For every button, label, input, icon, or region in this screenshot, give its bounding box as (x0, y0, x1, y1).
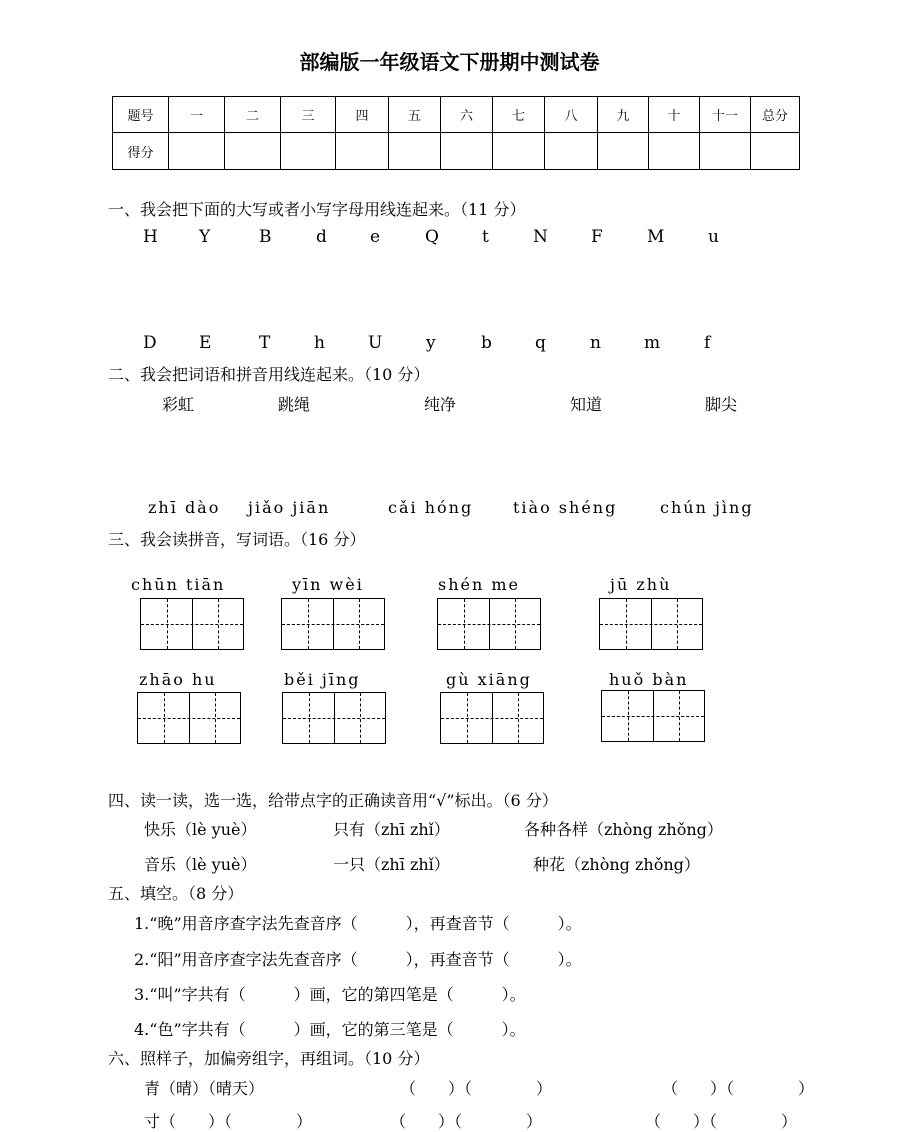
pinyin-prompt: shén me (438, 575, 521, 594)
score-cell[interactable] (281, 133, 336, 170)
score-header-cell: 十一 (700, 97, 751, 133)
letter-bottom: m (644, 333, 661, 353)
blank-pair: （ ）（ ） (662, 1079, 815, 1098)
score-table (112, 96, 800, 170)
score-cell[interactable] (169, 133, 225, 170)
score-header-cell: 题号 (113, 97, 169, 133)
reading-choice: 音乐（lè yuè） (144, 855, 257, 874)
letter-top: Y (199, 227, 211, 247)
writing-grid[interactable] (137, 692, 241, 744)
section3-heading: 三、我会读拼音，写词语。（16 分） (108, 530, 366, 549)
writing-grid[interactable] (140, 598, 244, 650)
writing-grid[interactable] (281, 598, 385, 650)
score-cell[interactable] (649, 133, 700, 170)
writing-grid[interactable] (599, 598, 703, 650)
letter-bottom: D (143, 333, 157, 353)
score-header-cell: 七 (493, 97, 545, 133)
score-header-cell: 八 (545, 97, 598, 133)
score-header-cell: 十 (649, 97, 700, 133)
score-table-score-row (113, 133, 800, 170)
letter-bottom: E (199, 333, 212, 353)
pinyin-item: jiǎo jiān (248, 498, 331, 517)
pinyin-prompt: gù xiāng (446, 670, 532, 689)
score-header-cell: 三 (281, 97, 336, 133)
letter-bottom: U (368, 333, 383, 353)
score-header-cell: 六 (441, 97, 493, 133)
word-item: 跳绳 (278, 395, 311, 414)
letter-top: Q (425, 227, 439, 247)
section5-heading: 五、填空。（8 分） (108, 884, 244, 903)
score-header-cell: 二 (225, 97, 281, 133)
letter-bottom: f (704, 333, 711, 353)
blank-pair: （ ）（ ） (400, 1079, 553, 1098)
pinyin-item: cǎi hóng (388, 498, 474, 517)
blank-pair: （ ）（ ） (645, 1112, 798, 1131)
blank-pair: （ ）（ ） (390, 1112, 543, 1131)
section1-heading: 一、我会把下面的大写或者小写字母用线连起来。（11 分） (108, 200, 526, 219)
page-title: 部编版一年级语文下册期中测试卷 (299, 50, 600, 74)
fill-item: 2.“阳”用音序查字法先查音序（ ），再查音节（ ）。 (134, 950, 582, 969)
writing-grid[interactable] (440, 692, 544, 744)
reading-choice: 快乐（lè yuè） (144, 820, 257, 839)
pinyin-item: zhī dào (148, 498, 221, 517)
writing-grid[interactable] (437, 598, 541, 650)
pinyin-prompt: běi jīng (284, 670, 361, 689)
fill-item: 3.“叫”字共有（ ）画，它的第四笔是（ ）。 (134, 985, 526, 1004)
letter-top: u (708, 227, 719, 247)
score-cell[interactable] (389, 133, 441, 170)
letter-top: F (591, 227, 603, 247)
pinyin-item: chún jìng (660, 498, 754, 517)
reading-choice: 只有（zhī zhǐ） (333, 820, 450, 839)
score-cell[interactable] (700, 133, 751, 170)
writing-grid[interactable] (282, 692, 386, 744)
word-item: 彩虹 (162, 395, 195, 414)
writing-grid[interactable] (601, 690, 705, 742)
letter-bottom: y (426, 333, 436, 353)
letter-top: M (647, 227, 665, 247)
score-header-cell: 四 (336, 97, 389, 133)
section4-heading: 四、读一读，选一选，给带点字的正确读音用“√”标出。（6 分） (108, 791, 558, 810)
pinyin-prompt: huǒ bàn (609, 670, 689, 689)
example-item: 青（晴）（晴天） (144, 1079, 265, 1098)
section2-heading: 二、我会把词语和拼音用线连起来。（10 分） (108, 365, 430, 384)
letter-top: e (370, 227, 381, 247)
score-header-cell: 一 (169, 97, 225, 133)
exercise-item: 寸（ ）（ ） (144, 1112, 313, 1131)
letter-top: t (482, 227, 489, 247)
letter-bottom: T (259, 333, 271, 353)
letter-bottom: b (481, 333, 492, 353)
score-cell[interactable] (493, 133, 545, 170)
pinyin-prompt: jū zhù (610, 575, 672, 594)
score-cell[interactable] (598, 133, 649, 170)
score-table-header-row (113, 97, 800, 133)
letter-top: N (533, 227, 548, 247)
reading-choice: 种花（zhòng zhǒng） (533, 855, 700, 874)
fill-item: 1.“晚”用音序查字法先查音序（ ），再查音节（ ）。 (134, 914, 582, 933)
score-cell[interactable] (751, 133, 800, 170)
letter-bottom: q (535, 333, 546, 353)
word-item: 知道 (570, 395, 603, 414)
reading-choice: 一只（zhī zhǐ） (333, 855, 450, 874)
pinyin-prompt: yīn wèi (292, 575, 364, 594)
score-row-label: 得分 (113, 133, 169, 170)
score-cell[interactable] (336, 133, 389, 170)
letter-bottom: n (590, 333, 601, 353)
fill-item: 4.“色”字共有（ ）画，它的第三笔是（ ）。 (134, 1020, 526, 1039)
word-item: 脚尖 (705, 395, 738, 414)
letter-top: B (259, 227, 272, 247)
section6-heading: 六、照样子，加偏旁组字，再组词。（10 分） (108, 1049, 430, 1068)
score-header-cell: 五 (389, 97, 441, 133)
pinyin-item: tiào shéng (513, 498, 618, 517)
score-cell[interactable] (441, 133, 493, 170)
score-header-cell: 九 (598, 97, 649, 133)
letter-top: d (316, 227, 327, 247)
letter-top: H (143, 227, 158, 247)
letter-bottom: h (314, 333, 325, 353)
score-cell[interactable] (225, 133, 281, 170)
pinyin-prompt: chūn tiān (131, 575, 226, 594)
score-cell[interactable] (545, 133, 598, 170)
reading-choice: 各种各样（zhòng zhǒng） (524, 820, 723, 839)
word-item: 纯净 (424, 395, 457, 414)
score-header-cell: 总分 (751, 97, 800, 133)
pinyin-prompt: zhāo hu (139, 670, 217, 689)
